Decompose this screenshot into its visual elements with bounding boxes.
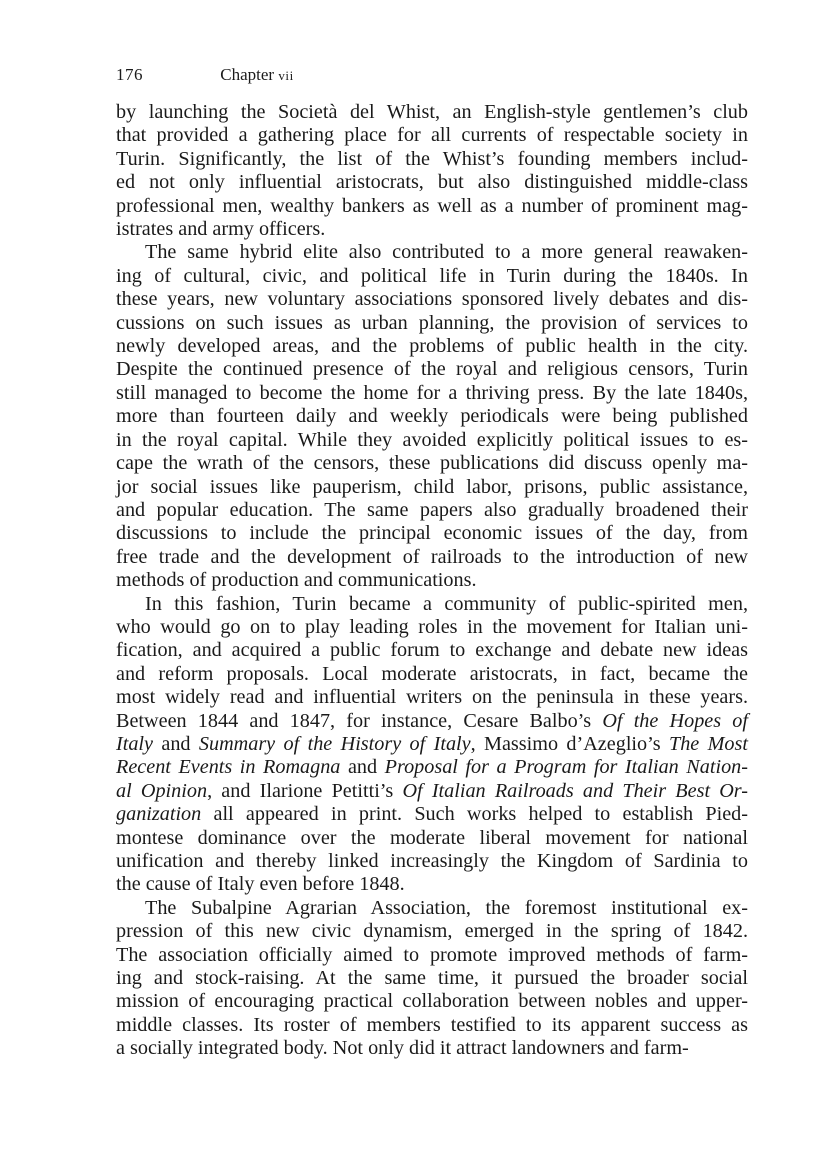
text-run: montese dominance over the moderate liberal movement for national xyxy=(116,826,748,849)
text-run: Turin. Significantly, the list of the Whist’s founding members includ- xyxy=(116,147,748,170)
text-run: cussions on such issues as urban planning, the provision of services to xyxy=(116,311,748,334)
text-run: that provided a gathering place for all currents of respectable society in xyxy=(116,124,748,147)
italic-title-text: ganization xyxy=(116,803,202,826)
text-run: fication, and acquired a public forum to exchange and debate new ideas xyxy=(116,639,748,662)
text-run: professional men, wealthy bankers as well as a number of prominent mag- xyxy=(116,194,748,217)
italic-title-text: al Opinion xyxy=(116,779,208,802)
text-line xyxy=(116,382,748,405)
text-run: newly developed areas, and the problems of public health in the city. xyxy=(116,335,748,358)
body-text xyxy=(116,101,748,1061)
chapter-label: Chapter xyxy=(220,65,275,84)
italic-title-text: The Most xyxy=(668,732,748,755)
text-run: unification and thereby linked increasingly the Kingdom of Sardinia to xyxy=(116,850,748,872)
text-run: and reform proposals. Local moderate aristocrats, in fact, became the xyxy=(116,662,748,685)
text-line xyxy=(116,616,748,639)
text-run: the cause of Italy even before 1848. xyxy=(116,873,405,896)
text-line xyxy=(116,1037,748,1060)
text-run: , and Ilarione Petitti’s xyxy=(207,779,403,802)
chapter-numeral: vii xyxy=(278,68,294,83)
text-run: in the royal capital. While they avoided explicitly political issues to es- xyxy=(116,428,748,451)
text-run: Despite the continued presence of the royal and religious censors, Turin xyxy=(116,358,748,381)
text-line xyxy=(116,124,748,147)
italic-title-text: Of Italian Railroads and Their Best Or- xyxy=(402,779,748,802)
text-line xyxy=(116,288,748,311)
text-line xyxy=(116,639,748,662)
text-line xyxy=(116,850,748,873)
text-line xyxy=(116,218,748,241)
text-run: methods of production and communications. xyxy=(116,569,477,592)
text-run: who would go on to play leading roles in the movement for Italian uni- xyxy=(116,615,748,638)
paragraph xyxy=(116,241,748,592)
text-run: jor social issues like pauperism, child labor, prisons, public assistance, xyxy=(116,475,748,498)
text-line xyxy=(116,1014,748,1037)
text-line xyxy=(116,429,748,452)
text-line xyxy=(116,733,748,756)
text-line xyxy=(116,897,748,920)
text-line xyxy=(116,522,748,545)
text-run: by launching the Società del Whist, an English-style gentlemen’s club xyxy=(116,101,748,123)
text-line xyxy=(116,452,748,475)
running-head xyxy=(116,64,294,87)
italic-title-text: Summary of the History of Italy xyxy=(198,732,471,755)
text-line xyxy=(116,101,748,124)
text-line xyxy=(116,827,748,850)
text-line xyxy=(116,803,748,826)
text-run: a socially integrated body. Not only did it attract landowners and farm- xyxy=(116,1037,689,1060)
text-line xyxy=(116,546,748,569)
page-number: 176 xyxy=(116,65,143,84)
text-run: mission of encouraging practical collaboration between nobles and upper- xyxy=(116,990,748,1013)
text-line xyxy=(116,171,748,194)
text-run: middle classes. Its roster of members testified to its apparent success as xyxy=(116,1013,748,1036)
text-run: more than fourteen daily and weekly periodicals were being published xyxy=(116,405,748,428)
text-run: ing and stock-raising. At the same time, it pursued the broader social xyxy=(116,967,748,990)
text-line xyxy=(116,967,748,990)
text-run: pression of this new civic dynamism, emerged in the spring of 1842. xyxy=(116,920,748,943)
paragraph xyxy=(116,897,748,1061)
text-line xyxy=(116,593,748,616)
text-line xyxy=(116,990,748,1013)
text-line xyxy=(116,358,748,381)
text-run: The association officially aimed to promote improved methods of farm- xyxy=(116,943,748,966)
italic-title-text: Of the Hopes of xyxy=(602,709,748,732)
text-line xyxy=(116,873,748,896)
text-line xyxy=(116,148,748,171)
text-run: Between 1844 and 1847, for instance, Cesare Balbo’s xyxy=(116,709,603,732)
text-run: ing of cultural, civic, and political life in Turin during the 1840s. In xyxy=(116,264,748,287)
text-run: The Subalpine Agrarian Association, the foremost institutional ex- xyxy=(145,896,748,919)
text-line xyxy=(116,710,748,733)
text-run: and xyxy=(153,732,199,755)
text-line xyxy=(116,195,748,218)
text-run: all appeared in print. Such works helped to establish Pied- xyxy=(201,803,748,826)
italic-title-text: Proposal for a Program for Italian Nation- xyxy=(384,756,748,779)
text-run: still managed to become the home for a thriving press. By the late 1840s, xyxy=(116,381,748,404)
text-line xyxy=(116,476,748,499)
text-run: cape the wrath of the censors, these publications did discuss openly ma- xyxy=(116,452,748,475)
italic-title-text: Italy xyxy=(116,732,153,755)
text-run: these years, new voluntary associations sponsored lively debates and dis- xyxy=(116,288,748,311)
text-line xyxy=(116,335,748,358)
text-run: most widely read and influential writers on the peninsula in these years. xyxy=(116,686,748,709)
text-run: istrates and army officers. xyxy=(116,218,326,241)
text-line xyxy=(116,499,748,522)
paragraph xyxy=(116,101,748,241)
text-run: The same hybrid elite also contributed to a more general reawaken- xyxy=(145,241,748,264)
text-line xyxy=(116,241,748,264)
paragraph xyxy=(116,593,748,897)
text-line xyxy=(116,312,748,335)
text-line xyxy=(116,405,748,428)
text-run: and xyxy=(340,756,385,779)
text-line xyxy=(116,686,748,709)
chapter-title xyxy=(220,64,294,87)
text-line xyxy=(116,780,748,803)
text-line xyxy=(116,944,748,967)
text-run: free trade and the development of railroads to the introduction of new xyxy=(116,545,748,568)
text-run: discussions to include the principal economic issues of the day, from xyxy=(116,522,748,545)
text-run: ed not only influential aristocrats, but also distinguished middle-class xyxy=(116,171,748,194)
text-line xyxy=(116,756,748,779)
text-line xyxy=(116,265,748,288)
text-line xyxy=(116,569,748,592)
italic-title-text: Recent Events in Romagna xyxy=(116,756,341,779)
text-run: In this fashion, Turin became a community of public-spirited men, xyxy=(145,592,748,615)
text-run: and popular education. The same papers also gradually broadened their xyxy=(116,498,748,521)
text-line xyxy=(116,920,748,943)
text-line xyxy=(116,663,748,686)
text-run: , Massimo d’Azeglio’s xyxy=(470,732,669,755)
